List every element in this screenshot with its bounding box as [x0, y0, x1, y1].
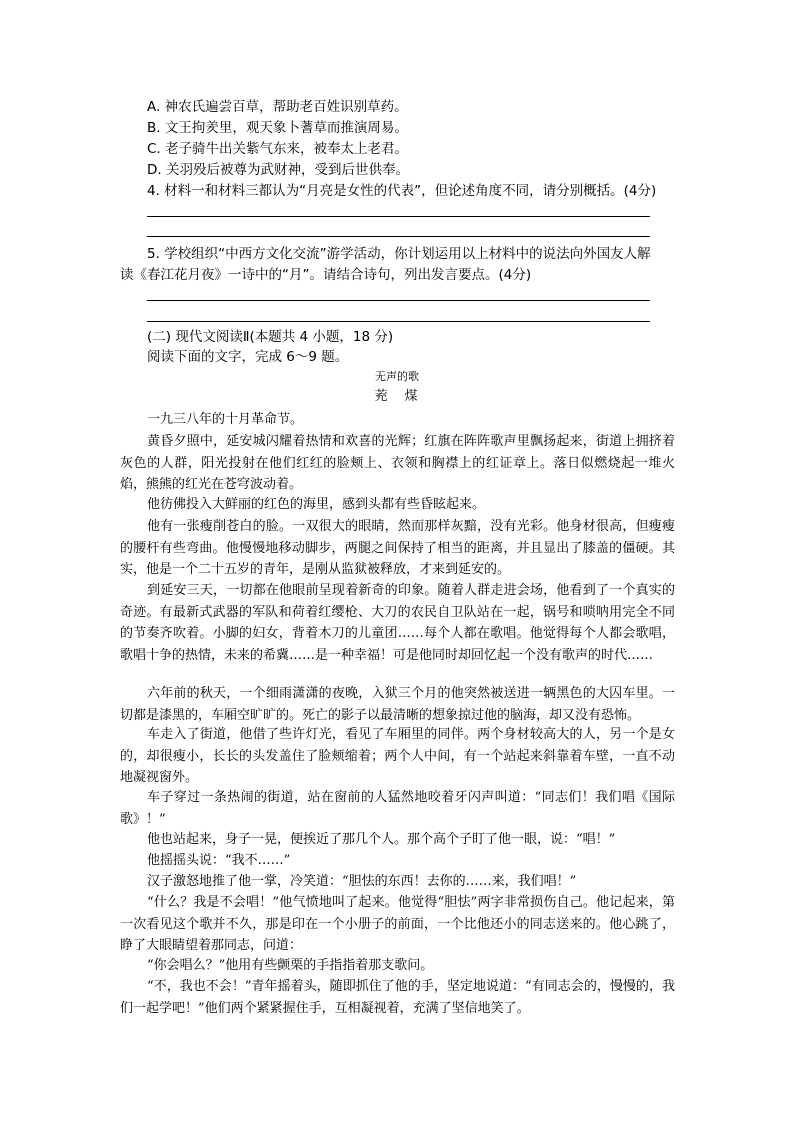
story-paragraph: 六年前的秋天，一个细雨潇潇的夜晚，入狱三个月的他突然被送进一辆黑色的大囚车里。一切都是漆黑的，车厢空旷旷的。死亡的影子以最清晰的想象掠过他的脑海，却又没有恐怖。	[120, 686, 675, 723]
section-instruction: 阅读下面的文字，完成 6～9 题。	[147, 349, 349, 365]
story-paragraph: “不，我也不会！”青年摇着头，随即抓住了他的手，坚定地说道：“有同志会的，慢慢的，我们一起学吧！”他们两个紧紧握住手，互相凝视着，充满了坚信地笑了。	[120, 979, 675, 1016]
story-paragraph: 一九三八年的十月革命节。	[147, 412, 304, 427]
answer-line	[147, 236, 650, 237]
question-4: 4. 材料一和材料三都认为“月亮是女性的代表”，但论述角度不同，请分别概括。(4分)	[147, 183, 657, 199]
option-b: B. 文王拘羑里，观天象卜蓍草而推演周易。	[147, 120, 408, 136]
story-paragraph: 他有一张瘦削苍白的脸。一双很大的眼睛，然而那样灰黯，没有光彩。他身材很高，但瘦瘦的腰杆有些弯曲。他慢慢地移动脚步，两腿之间保持了相当的距离，并且显出了膝盖的僵硬。其实，他是一个二十五岁的青年，是刚从监狱被释放，才来到延安的。	[120, 519, 675, 578]
story-paragraph: 他摇摇头说：“我不……”	[147, 853, 291, 868]
story-paragraph: 他也站起来，身子一晃，便挨近了那几个人。那个高个子盯了他一眼，说：“唱！”	[147, 832, 616, 847]
story-paragraph: 到延安三天，一切都在他眼前呈现着新奇的印象。随着人群走进会场，他看到了一个真实的奇迹。有最新式武器的军队和荷着红缨枪、大刀的农民自卫队站在一起，锅号和唢呐用完全不同的节奏齐吹着。小脚的妇女，背着木刀的儿童团……每个人都在歌唱。他觉得每个人都会歌唱，歌唱十争的热情，未来的希冀……是一种幸福！可是他同时却回忆起一个没有歌声的时代……	[120, 583, 675, 663]
option-d: D. 关羽殁后被尊为武财神，受到后世供奉。	[147, 162, 409, 178]
story-paragraph: 车走入了街道，他借了些许灯光，看见了车厢里的同伴。两个身材较高大的人，另一个是女的，却很瘦小，长长的头发盖住了脸颊缩着；两个人中间，有一个站起来斜靠着车壁，一直不动地凝视窗外。	[120, 727, 675, 786]
option-c: C. 老子骑牛出关紫气东来，被奉太上老君。	[147, 141, 409, 157]
question-5-line-1: 5. 学校组织“中西方文化交流”游学活动，你计划运用以上材料中的说法向外国友人解	[147, 246, 651, 262]
story-title: 无声的歌	[375, 370, 419, 383]
story-author: 茺 煤	[374, 389, 420, 404]
answer-line	[147, 216, 650, 217]
story-paragraph: 汉子激怒地推了他一掌，冷笑道：“胆怯的东西！去你的……来，我们唱！”	[147, 874, 577, 889]
answer-line	[147, 321, 650, 322]
story-paragraph: 黄昏夕照中，延安城闪耀着热情和欢喜的光辉；红旗在阵阵歌声里飘扬起来，街道上拥挤着灰色的人群，阳光投射在他们红红的脸颊上、衣领和胸襟上的红证章上。落日似燃烧起一堆火焰，熊熊的红光在苍穹波动着。	[120, 434, 675, 493]
answer-line	[147, 300, 650, 301]
story-paragraph: “你会唱么？”他用有些颤栗的手指指着那支歌问。	[147, 958, 434, 973]
story-paragraph: 车子穿过一条热闹的街道，站在窗前的人猛然地咬着牙闪声叫道：“同志们！我们唱《国际歌》！”	[120, 790, 675, 827]
story-paragraph: 他彷佛投入大鲜丽的红色的海里，感到头都有些昏眩起来。	[147, 497, 486, 512]
option-a: A. 神农氏遍尝百草，帮助老百姓识别草药。	[147, 99, 408, 115]
story-paragraph: “什么？我是不会唱！”他气愤地叫了起来。他觉得“胆怯”两字非常损伤自己。他记起来，第一次看见这个歌并不久，那是印在一个小册子的前面，一个比他还小的同志送来的。他心跳了，睁了大眼睛望着那同志，问道：	[120, 895, 675, 954]
section-header: (二) 现代文阅读Ⅱ(本题共 4 小题，18 分)	[147, 329, 394, 345]
question-5-line-2: 读《春江花月夜》一诗中的“月”。请结合诗句，列出发言要点。(4分)	[120, 267, 532, 283]
